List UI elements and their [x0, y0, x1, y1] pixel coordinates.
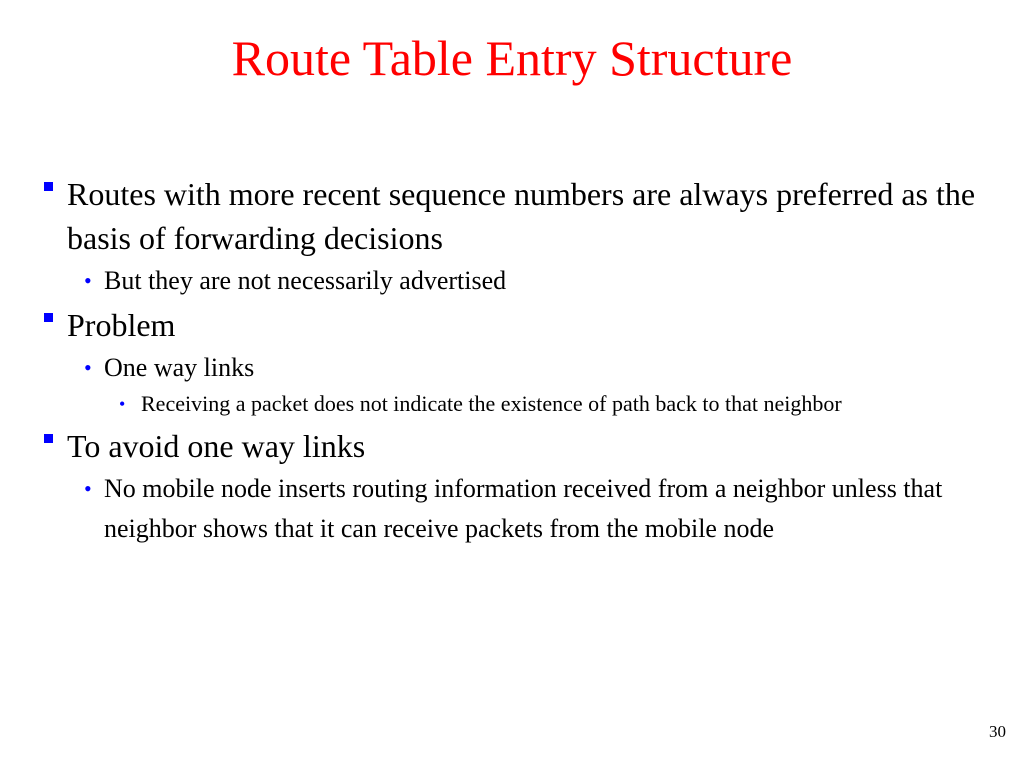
bullet-level1-3	[44, 424, 984, 468]
bullet-level3-1	[117, 388, 984, 420]
dot-bullet-icon: •	[84, 355, 92, 380]
slide-content	[44, 172, 984, 549]
bullet-text: Routes with more recent sequence numbers are always preferred as the basis of forwarding decisions	[67, 176, 976, 256]
bullet-level2-3	[82, 469, 984, 549]
bullet-text: No mobile node inserts routing information received from a neighbor unless that neighbor shows that it can receive packets from the mobile node	[104, 474, 943, 543]
square-bullet-icon	[44, 182, 53, 191]
dot-bullet-icon: •	[84, 268, 92, 293]
dot-bullet-icon: •	[84, 476, 92, 501]
dot-bullet-icon: •	[119, 394, 126, 414]
page-number: 30	[989, 722, 1006, 741]
bullet-level2-1	[82, 261, 984, 301]
bullet-text: Receiving a packet does not indicate the existence of path back to that neighbor	[141, 391, 842, 416]
bullet-text: But they are not necessarily advertised	[104, 266, 507, 295]
bullet-text: One way links	[104, 353, 255, 382]
bullet-text: Problem	[67, 307, 176, 343]
square-bullet-icon	[44, 434, 53, 443]
slide-title: Route Table Entry Structure	[231, 30, 793, 86]
bullet-level2-2	[82, 348, 984, 388]
bullet-level1-1	[44, 172, 984, 260]
bullet-level1-2	[44, 303, 984, 347]
bullet-text: To avoid one way links	[67, 428, 366, 464]
square-bullet-icon	[44, 313, 53, 322]
